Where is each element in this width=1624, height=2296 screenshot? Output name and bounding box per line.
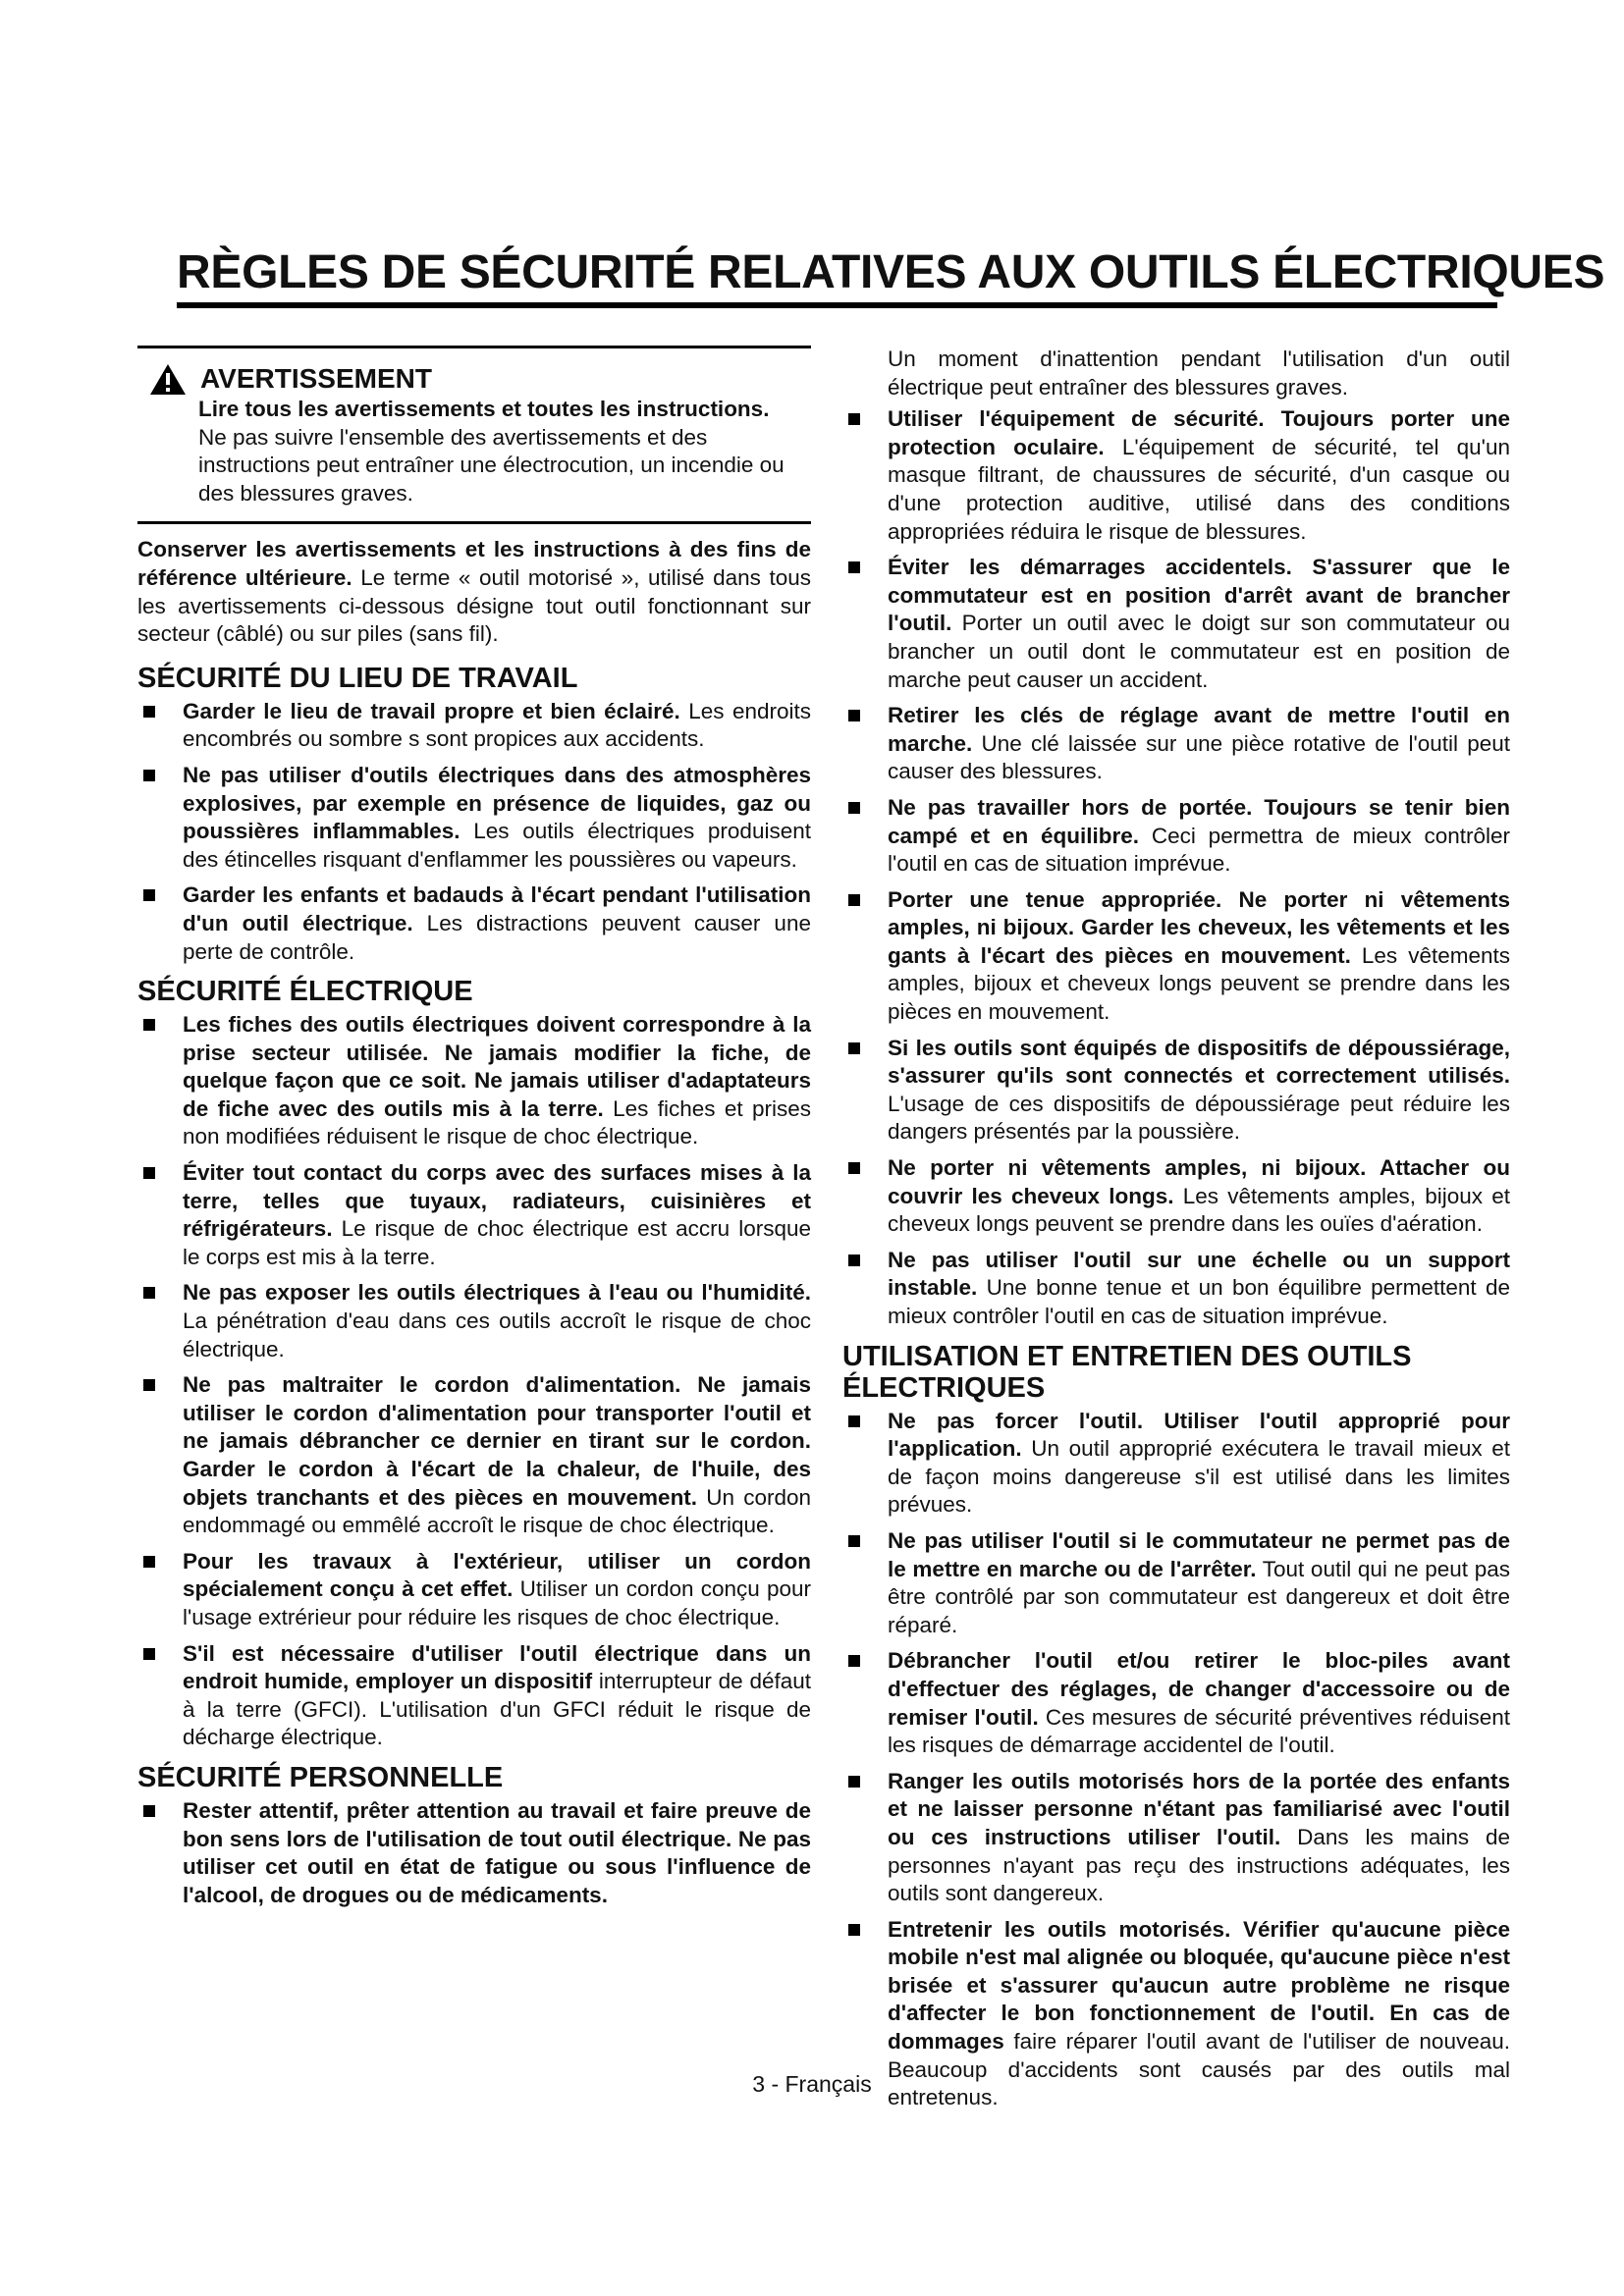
personal-safety-list-continued (842, 405, 1510, 1330)
item-bold: Garder le lieu de travail propre et bien éclairé. (183, 698, 680, 723)
warning-heading-text: AVERTISSEMENT (200, 363, 432, 394)
list-item (842, 1408, 1510, 1520)
item-text: Un outil approprié exécutera le travail mieux et de façon moins dangereuse s'il est utilisé dans les limites prévues. (888, 1436, 1510, 1518)
list-item (137, 1640, 811, 1752)
item-bold: S'il est nécessaire d'utiliser l'outil électrique dans un endroit humide, employer un dispositif (183, 1640, 811, 1694)
item-text: Les fiches et prises non modifiées réduisent le risque de choc électrique. (183, 1095, 811, 1149)
square-bullet-icon (848, 802, 860, 814)
section-heading: SÉCURITÉ ÉLECTRIQUE (137, 976, 473, 1008)
item-bold: Les fiches des outils électriques doivent correspondre à la prise secteur utilisée. Ne jamais modifier la fiche, de quelque façon que ce soit. Ne jamais utiliser d'adaptateurs de fiche avec des outils mis à la terre. (183, 1012, 811, 1121)
square-bullet-icon (143, 1556, 155, 1568)
item-bold: Rester attentif, prêter attention au travail et faire preuve de bon sens lors de l'utilisation de tout outil électrique. Ne pas utiliser cet outil en état de fatigue ou sous l'influence de l'alcool, de drogues ou de médicaments. (183, 1797, 811, 1907)
item-text: L'usage de ces dispositifs de dépoussiérage peut réduire les dangers présentés par la poussière. (888, 1091, 1510, 1145)
list-item (842, 1647, 1510, 1759)
page-title: RÈGLES DE SÉCURITÉ RELATIVES AUX OUTILS ÉLECTRIQUES (177, 245, 1497, 308)
item-text: Porter un outil avec le doigt sur son commutateur ou brancher un outil dont le commutateur est en position de marche peut causer un accident. (888, 611, 1510, 692)
item-text: Tout outil qui ne peut pas être contrôlé par son commutateur est dangereux et doit être réparé. (888, 1556, 1510, 1637)
item-bold: Si les outils sont équipés de dispositifs de dépoussiérage, s'assurer qu'ils sont connectés et correctement utilisés. (888, 1035, 1510, 1089)
square-bullet-icon (143, 1287, 155, 1299)
item-bold: Porter une tenue appropriée. Ne porter ni vêtements amples, ni bijoux. Garder les cheveux, les vêtements et les gants à l'écart des pièces en mouvement. (888, 886, 1510, 968)
item-text: L'équipement de sécurité, tel qu'un masque filtrant, de chaussures de sécurité, d'un casque ou d'une protection auditive, utilisé dans des conditions appropriées réduira le risque de blessures. (888, 434, 1510, 544)
section-heading-tool-use: UTILISATION ET ENTRETIEN DES OUTILS ÉLECTRIQUES (842, 1340, 1412, 1404)
item-text: Les vêtements amples, bijoux et cheveux longs peuvent se prendre dans les ouïes d'aération. (888, 1183, 1510, 1237)
square-bullet-icon (143, 1019, 155, 1031)
square-bullet-icon (143, 1379, 155, 1391)
square-bullet-icon (848, 1255, 860, 1266)
warning-triangle-icon (149, 363, 187, 396)
item-bold: Débrancher l'outil et/ou retirer le bloc-piles avant d'effectuer des réglages, de changer d'accessoire ou de remiser l'outil. (888, 1648, 1510, 1730)
section-heading: SÉCURITÉ DU LIEU DE TRAVAIL (137, 662, 578, 694)
square-bullet-icon (848, 894, 860, 906)
item-text: Une clé laissée sur une pièce rotative de l'outil peut causer des blessures. (888, 730, 1510, 784)
item-text: Ces mesures de sécurité préventives réduisent les risques de démarrage accidentel de l'outil. (888, 1704, 1510, 1758)
item-text: faire réparer l'outil avant de l'utiliser de nouveau. Beaucoup d'accidents sont causés par des outils mal entretenus. (888, 2029, 1510, 2110)
item-text: Utiliser un cordon conçu pour l'usage extrérieur pour réduire les risques de choc électrique. (183, 1576, 812, 1629)
item-bold: Ranger les outils motorisés hors de la portée des enfants et ne laisser personne n'étant pas familiarisé avec l'outil ou ces instructions utiliser l'outil. (888, 1768, 1510, 1849)
square-bullet-icon (143, 706, 155, 718)
square-bullet-icon (848, 1162, 860, 1174)
list-item (842, 794, 1510, 879)
square-bullet-icon (848, 413, 860, 425)
item-text: Le risque de choc électrique est accru lorsque le corps est mis à la terre. (183, 1216, 811, 1269)
item-text: interrupteur de défaut à la terre (GFCI). L'utilisation d'un GFCI réduit le risque de décharge électrique. (183, 1669, 812, 1750)
square-bullet-icon (143, 1648, 155, 1660)
warning-box (137, 346, 811, 524)
intro-text: Le terme « outil motorisé », utilisé dans tous les avertissements ci-dessous désigne tout outil fonctionnant sur secteur (câblé) ou sur piles (sans fil). (137, 564, 811, 647)
item-text: Ceci permettra de mieux contrôler l'outil en cas de situation imprévue. (888, 823, 1510, 877)
square-bullet-icon (143, 770, 155, 781)
section-list (137, 1011, 811, 1752)
item-bold: Ne porter ni vêtements amples, ni bijoux. Attacher ou couvrir les cheveux longs. (888, 1155, 1510, 1208)
square-bullet-icon (848, 1924, 860, 1936)
list-item (842, 1247, 1510, 1331)
item-text: Dans les mains de personnes n'ayant pas reçu des instructions adéquates, les outils sont dangereux. (888, 1824, 1510, 1906)
section-list (137, 698, 811, 966)
item-bold: Ne pas travailler hors de portée. Toujours se tenir bien campé et en équilibre. (888, 794, 1510, 848)
list-item (137, 698, 811, 754)
item-bold: Ne pas utiliser l'outil sur une échelle ou un support instable. (888, 1247, 1510, 1301)
list-item (137, 1548, 811, 1632)
list-item (137, 762, 811, 874)
list-item (842, 1154, 1510, 1239)
list-item (842, 1035, 1510, 1147)
left-column (137, 346, 811, 1917)
list-item (137, 1279, 811, 1363)
square-bullet-icon (848, 561, 860, 573)
square-bullet-icon (848, 1655, 860, 1667)
item-text: Une bonne tenue et un bon équilibre permettent de mieux contrôler l'outil en cas de situation imprévue. (888, 1275, 1510, 1328)
square-bullet-icon (848, 1042, 860, 1054)
item-text: Un cordon endommagé ou emmêlé accroît le risque de choc électrique. (183, 1484, 812, 1538)
warning-text: Ne pas suivre l'ensemble des avertissements et des instructions peut entraîner une électrocution, un incendie ou des blessures graves. (198, 424, 785, 506)
list-item (137, 1797, 811, 1909)
warning-bold: Lire tous les avertissements et toutes les instructions. (198, 397, 770, 421)
item-bold: Entretenir les outils motorisés. Vérifier qu'aucune pièce mobile n'est mal alignée ou bloquée, qu'aucune pièce n'est brisée et s'assurer qu'aucun autre problème ne risque d'affecter le bon fonctionnement de l'outil. En cas de dommages (888, 1916, 1510, 2055)
page-number: 3 - Français (752, 2071, 872, 2097)
section-heading: SÉCURITÉ PERSONNELLE (137, 1761, 504, 1793)
square-bullet-icon (143, 1805, 155, 1817)
left-sections (137, 663, 811, 1910)
square-bullet-icon (143, 889, 155, 901)
square-bullet-icon (848, 1535, 860, 1547)
list-item (842, 405, 1510, 546)
list-item (842, 554, 1510, 694)
section-list (137, 1797, 811, 1909)
warning-heading (149, 362, 811, 396)
square-bullet-icon (848, 710, 860, 721)
item-bold: Utiliser l'équipement de sécurité. Toujours porter une protection oculaire. (888, 406, 1510, 459)
item-bold: Ne pas exposer les outils électriques à l'eau ou l'humidité. (183, 1280, 811, 1306)
item-bold: Garder les enfants et badauds à l'écart pendant l'utilisation d'un outil électrique. (183, 882, 811, 935)
right-column (842, 346, 1510, 2120)
item-bold: Éviter tout contact du corps avec des surfaces mises à la terre, telles que tuyaux, radiateurs, cuisinières et réfrigérateurs. (183, 1160, 811, 1242)
list-item (842, 1527, 1510, 1639)
item-text: Les vêtements amples, bijoux et cheveux longs peuvent se prendre dans les pièces en mouvement. (888, 942, 1511, 1025)
square-bullet-icon (848, 1415, 860, 1427)
item-bold: Retirer les clés de réglage avant de mettre l'outil en marche. (888, 703, 1510, 756)
item-text: Les outils électriques produisent des étincelles risquant d'enflammer les poussières ou vapeurs. (183, 819, 811, 872)
list-item (842, 1768, 1510, 1908)
square-bullet-icon (848, 1776, 860, 1788)
square-bullet-icon (143, 1167, 155, 1179)
item-bold: Pour les travaux à l'extérieur, utiliser un cordon spécialement conçu à cet effet. (183, 1548, 811, 1602)
list-item (137, 1159, 811, 1271)
item-bold: Ne pas utiliser l'outil si le commutateur ne permet pas de le mettre en marche ou de l'arrêter. (888, 1527, 1510, 1581)
item-bold: Ne pas forcer l'outil. Utiliser l'outil approprié pour l'application. (888, 1408, 1510, 1462)
item-bold: Éviter les démarrages accidentels. S'assurer que le commutateur est en position d'arrêt avant de brancher l'outil. (888, 555, 1510, 636)
continuation-text: Un moment d'inattention pendant l'utilisation d'un outil électrique peut entraîner des blessures graves. (888, 347, 1510, 400)
item-bold: Ne pas maltraiter le cordon d'alimentation. Ne jamais utiliser le cordon d'alimentation pour transporter l'outil et ne jamais débrancher ce dernier en tirant sur le cordon. Garder le cordon à l'écart de la chaleur, de l'huile, des objets tranchants et des pièces en mouvement. (183, 1372, 811, 1510)
item-text: Les distractions peuvent causer une perte de contrôle. (183, 910, 811, 964)
intro-bold: Conserver les avertissements et les instructions à des fins de référence ultérieure. (137, 537, 811, 590)
list-item (842, 886, 1510, 1027)
item-text: La pénétration d'eau dans ces outils accroît le risque de choc électrique. (183, 1308, 811, 1362)
item-bold: Ne pas utiliser d'outils électriques dans des atmosphères explosives, par exemple en présence de liquides, gaz ou poussières inflammables. (183, 762, 811, 844)
warning-body (198, 396, 797, 507)
intro-paragraph (137, 536, 811, 648)
item-text: Les endroits encombrés ou sombre s sont propices aux accidents. (183, 698, 812, 752)
list-item (137, 881, 811, 966)
tool-use-list (842, 1408, 1510, 2112)
list-item (137, 1011, 811, 1151)
list-item (842, 702, 1510, 786)
list-item (137, 1371, 811, 1540)
